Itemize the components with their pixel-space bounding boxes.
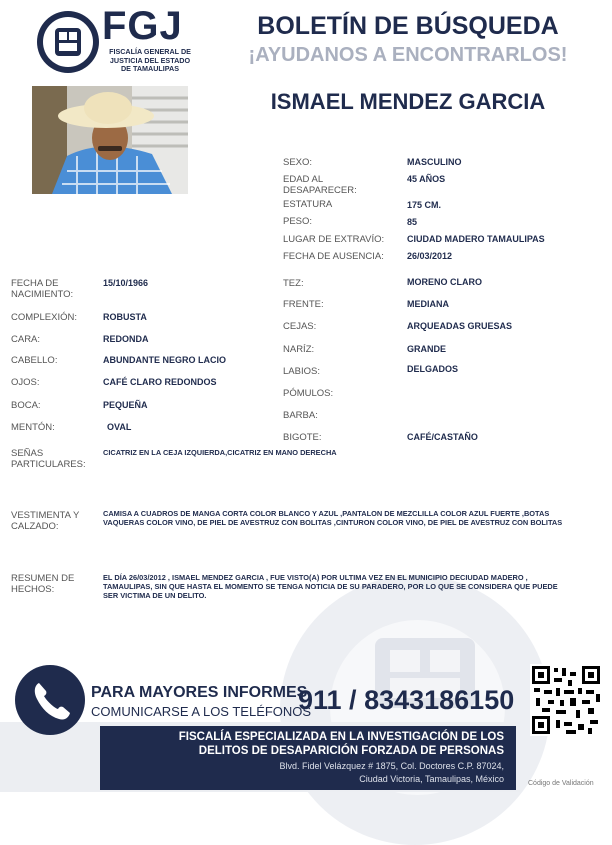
label-cabello: CABELLO:	[11, 355, 58, 366]
label-pomulos: PÓMULOS:	[283, 388, 334, 399]
value-ojos: CAFÉ CLARO REDONDOS	[103, 377, 217, 387]
value-bigote: CAFÉ/CASTAÑO	[407, 432, 478, 442]
value-labios: DELGADOS	[407, 364, 459, 374]
label-boca: BOCA:	[11, 400, 41, 411]
label-sexo: SEXO:	[283, 157, 313, 168]
label-bigote: BIGOTE:	[283, 432, 322, 443]
fiscalia-banner	[100, 726, 516, 790]
label-senas: SEÑAS PARTICULARES:	[11, 448, 86, 470]
logo-subtitle: FISCALÍA GENERAL DE JUSTICIA DEL ESTADO DE TAMAULIPAS	[109, 47, 191, 73]
informes-line1: PARA MAYORES INFORMES,	[91, 684, 312, 701]
label-nariz: NARÍZ:	[283, 344, 315, 355]
fgj-seal-logo	[36, 10, 100, 74]
qr-caption: Código de Validación	[528, 780, 594, 787]
label-fecha-ausencia: FECHA DE AUSENCIA:	[283, 251, 384, 262]
value-resumen: EL DÍA 26/03/2012 , ISMAEL MENDEZ GARCIA , FUE VISTO(A) POR ULTIMA VEZ EN EL MUNICIPIO DECIUDAD MADERO , TAMAULIPAS, SIN QUE HASTA EL MOMENTO SE TENGA NOTICIA DE SU PARADERO, POR LO QUE SE CONSIDERA QUE PUEDE SER VICTIMA DE UN DELITO.	[103, 573, 558, 600]
value-cabello: ABUNDANTE NEGRO LACIO	[103, 355, 226, 365]
value-cejas: ARQUEADAS GRUESAS	[407, 321, 513, 331]
label-complexion: COMPLEXIÓN:	[11, 312, 77, 323]
value-lugar: CIUDAD MADERO TAMAULIPAS	[407, 234, 545, 244]
value-complexion: ROBUSTA	[103, 312, 147, 322]
value-edad: 45 AÑOS	[407, 174, 446, 184]
label-frente: FRENTE:	[283, 299, 324, 310]
logo-text: FGJ	[102, 4, 183, 48]
fiscalia-name: FISCALÍA ESPECIALIZADA EN LA INVESTIGACIÓN DE LOS DELITOS DE DESAPARICIÓN FORZADA DE PERSONAS	[178, 731, 504, 757]
label-barba: BARBA:	[283, 410, 318, 421]
bulletin-subtitle: ¡AYUDANOS A ENCONTRARLOS!	[248, 44, 568, 66]
value-menton: OVAL	[107, 422, 132, 432]
label-peso: PESO:	[283, 216, 313, 227]
label-resumen: RESUMEN DE HECHOS:	[11, 573, 75, 595]
value-frente: MEDIANA	[407, 299, 449, 309]
value-fecha-nacimiento: 15/10/1966	[103, 278, 149, 288]
label-vestimenta: VESTIMENTA Y CALZADO:	[11, 510, 80, 532]
label-cejas: CEJAS:	[283, 321, 317, 332]
validation-qr-code[interactable]	[530, 664, 602, 736]
fiscalia-address: Blvd. Fidel Velázquez # 1875, Col. Doctores C.P. 87024, Ciudad Victoria, Tamaulipas, México	[279, 761, 504, 784]
bulletin-title: BOLETÍN DE BÚSQUEDA	[257, 12, 559, 40]
value-senas: CICATRIZ EN LA CEJA IZQUIERDA,CICATRIZ EN MANO DERECHA	[103, 448, 337, 457]
label-fecha-nacimiento: FECHA DE NACIMIENTO:	[11, 278, 74, 300]
value-boca: PEQUEÑA	[103, 400, 148, 410]
person-name: ISMAEL MENDEZ GARCIA	[270, 89, 546, 114]
phone-numbers: 911 / 8343186150	[298, 685, 515, 715]
value-estatura: 175 CM.	[407, 200, 442, 210]
value-tez: MORENO CLARO	[407, 277, 482, 287]
label-menton: MENTÓN:	[11, 422, 55, 433]
value-peso: 85	[407, 217, 418, 227]
label-edad: EDAD AL DESAPARECER:	[283, 174, 357, 196]
value-vestimenta: CAMISA A CUADROS DE MANGA CORTA COLOR BLANCO Y AZUL ,PANTALON DE MEZCLILLA COLOR AZUL FUERTE ,BOTAS VAQUERAS COLOR VINO, DE PIEL DE AVESTRUZ CON BOLITAS ,CINTURON COLOR VINO, DE PIEL DE AVESTRUZ CON BOLITAS	[103, 509, 563, 527]
label-ojos: OJOS:	[11, 377, 40, 388]
label-cara: CARA:	[11, 334, 41, 345]
value-nariz: GRANDE	[407, 344, 447, 354]
value-cara: REDONDA	[103, 334, 149, 344]
missing-person-photo	[32, 86, 188, 194]
label-estatura: ESTATURA	[283, 199, 333, 210]
informes-line2: COMUNICARSE A LOS TELÉFONOS	[91, 704, 312, 719]
label-labios: LABIOS:	[283, 366, 320, 377]
label-lugar: LUGAR DE EXTRAVÍO:	[283, 234, 385, 245]
phone-icon	[15, 665, 85, 735]
label-tez: TEZ:	[283, 278, 304, 289]
value-fecha-ausencia: 26/03/2012	[407, 251, 453, 261]
value-sexo: MASCULINO	[407, 157, 462, 167]
